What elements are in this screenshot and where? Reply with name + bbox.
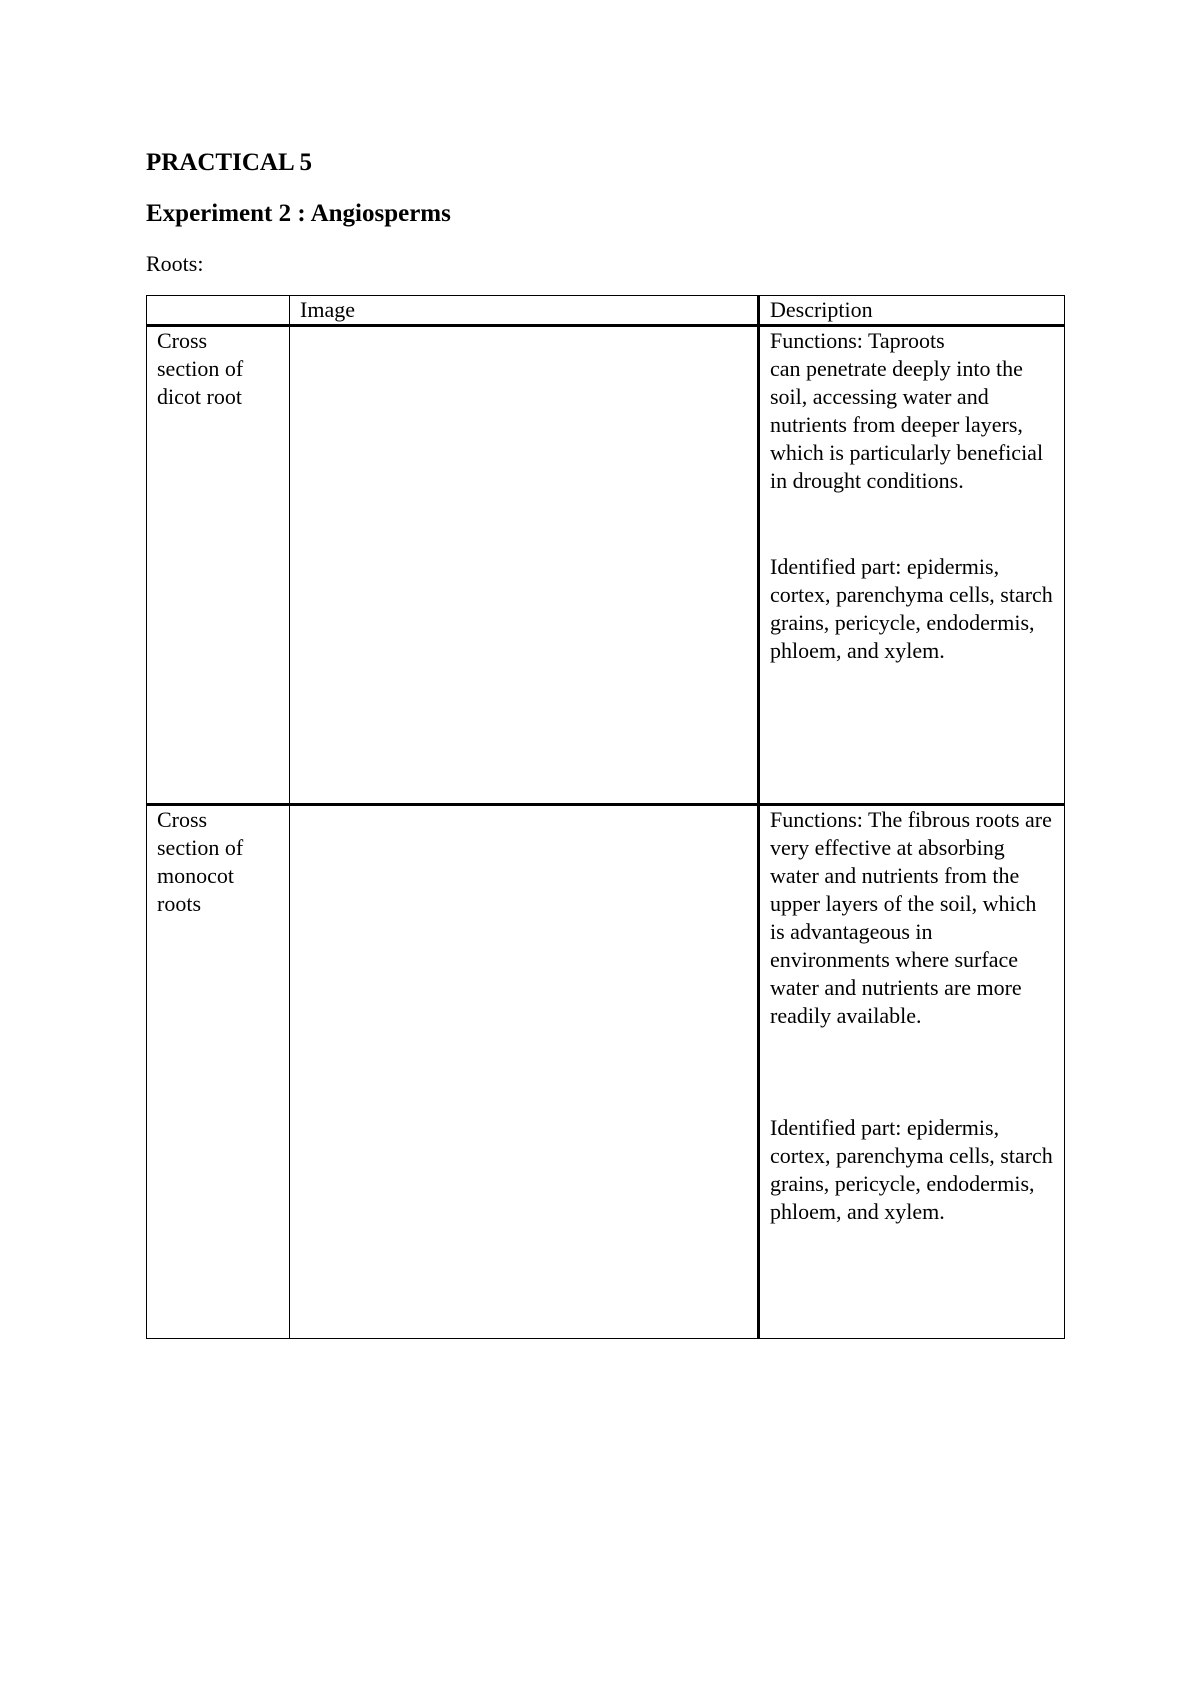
angiosperm-roots-table bbox=[146, 295, 1065, 1339]
image-cell-dicot bbox=[290, 326, 759, 805]
header-cell-label bbox=[147, 296, 290, 326]
image-cell-monocot bbox=[290, 805, 759, 1339]
description-cell-monocot bbox=[759, 805, 1065, 1339]
row-label-monocot: Cross section of monocot roots bbox=[147, 805, 290, 1339]
section-label-roots: Roots: bbox=[146, 251, 204, 276]
table-row-dicot bbox=[147, 326, 1065, 805]
header-cell-image: Image bbox=[290, 296, 759, 326]
header-cell-description: Description bbox=[759, 296, 1065, 326]
table-header-row bbox=[147, 296, 1065, 326]
functions-text-monocot: Functions: The fibrous roots are very effective at absorbing water and nutrients from the upper layers of the soil, which is advantageous in environments where surface water and nutrients are more readily available. bbox=[770, 807, 1052, 1028]
description-cell-dicot bbox=[759, 326, 1065, 805]
identified-parts-text-monocot: Identified part: epidermis, cortex, parenchyma cells, starch grains, pericycle, endodermis, phloem, and xylem. bbox=[770, 1115, 1053, 1224]
functions-text-dicot: Functions: Taproots can penetrate deeply into the soil, accessing water and nutrients from deeper layers, which is particularly beneficial in drought conditions. bbox=[770, 328, 1044, 493]
identified-parts-text-dicot: Identified part: epidermis, cortex, parenchyma cells, starch grains, pericycle, endodermis, phloem, and xylem. bbox=[770, 554, 1053, 663]
experiment-title: Experiment 2 : Angiosperms bbox=[146, 200, 451, 227]
practical-title: PRACTICAL 5 bbox=[146, 149, 312, 176]
table-row-monocot bbox=[147, 805, 1065, 1339]
row-label-dicot: Cross section of dicot root bbox=[147, 326, 290, 805]
